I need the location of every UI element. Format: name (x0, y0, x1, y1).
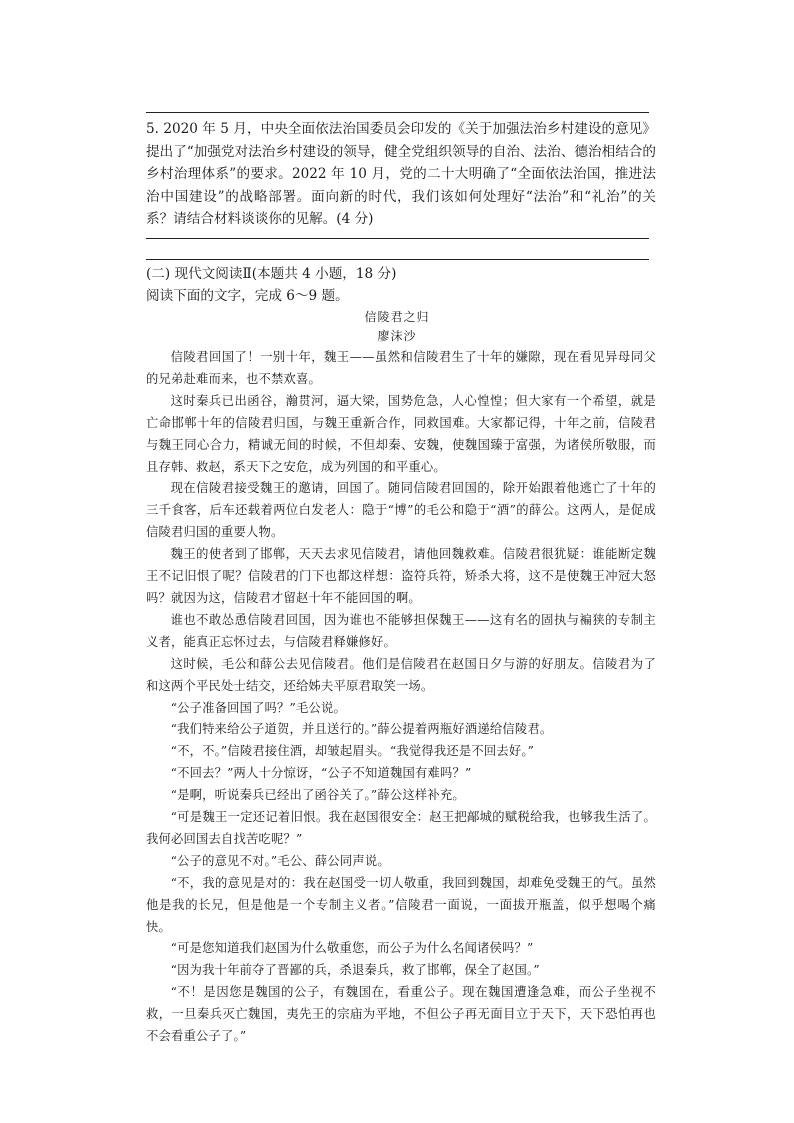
section-heading: (二) 现代文阅读Ⅱ(本题共 4 小题，18 分) (146, 266, 397, 282)
story-paragraph: “不，我的意见是对的：我在赵国受一切人敬重，我回到魏国，却难免受魏王的气。虽然他是我的长兄，但是他是一个专制主义者。”信陵君一面说，一面拔开瓶盖，似乎想喝个痛快。 (146, 875, 656, 934)
story-title: 信陵君之归 (364, 310, 430, 324)
story-paragraph: “不回去？”两人十分惊讶，“公子不知道魏国有难吗？” (170, 766, 472, 781)
story-paragraph: “可是魏王一定还记着旧恨。我在赵国很安全：赵王把鄗城的赋税给我，也够我生活了。我何必回国去自找苦吃呢？” (146, 810, 656, 846)
story-paragraph: 魏王的使者到了邯郸，天天去求见信陵君，请他回魏救难。信陵君很犹疑：谁能断定魏王不记旧恨了呢？信陵君的门下也都这样想：盗符兵符，矫杀大将，这不是使魏王冲冠大怒吗？就因为这，信陵君才留赵十年不能回国的啊。 (146, 547, 656, 605)
answer-line-top (146, 112, 649, 113)
question-5: 5. 2020 年 5 月，中央全面依法治国委员会印发的《关于加强法治乡村建设的意见》提出了“加强党对法治乡村建设的领导，健全党组织领导的自治、法治、德治相结合的乡村治理体系”的要求。2022 年 10 月，党的二十大明确了“全面依法治国，推进法治中国建设”的战略部署。面向新的时代，我们该如何处理好“法治”和“礼治”的关系？请结合材料谈谈你的见解。(4 分) (146, 121, 656, 227)
story-paragraph: “我们特来给公子道贺，并且送行的。”薛公提着两瓶好酒递给信陵君。 (170, 722, 553, 737)
story-paragraph: “公子的意见不对。”毛公、薛公同声说。 (170, 853, 390, 868)
reading-instruction: 阅读下面的文字，完成 6～9 题。 (146, 288, 349, 304)
story-body (146, 347, 656, 1048)
story-paragraph: “不！是因您是魏国的公子，有魏国在，看重公子。现在魏国遭逢急难，而公子坐视不救，一旦秦兵灭亡魏国，夷先王的宗庙为平地，不但公子再无面目立于天下，天下恐怕再也不会看重公子了。” (146, 985, 656, 1044)
story-paragraph: “因为我十年前夺了晋鄙的兵，杀退秦兵，救了邯郸，保全了赵国。” (170, 963, 540, 978)
story-paragraph: 这时候，毛公和薛公去见信陵君。他们是信陵君在赵国日夕与游的好朋友。信陵君为了和这两个平民处士结交，还给姊夫平原君取笑一场。 (146, 656, 656, 693)
answer-line-2 (146, 259, 649, 260)
story-paragraph: “不，不。”信陵君接住酒，却皱起眉头。“我觉得我还是不回去好。” (170, 744, 535, 759)
story-author: 廖沫沙 (377, 329, 417, 343)
story-paragraph: 谁也不敢怂恿信陵君回国，因为谁也不能够担保魏王——这有名的固执与褊狭的专制主义者，能真正忘怀过去，与信陵君释嫌修好。 (146, 612, 656, 649)
story-paragraph: “是啊，听说秦兵已经出了函谷关了。”薛公这样补充。 (170, 788, 465, 803)
story-paragraph: 这时秦兵已出函谷，瀚贯河，逼大梁，国势危急，人心惶惶；但大家有一个希望，就是亡命邯郸十年的信陵君归国，与魏王重新合作，同救国难。大家都记得，十年之前，信陵君与魏王同心合力，精诚无间的时候，不但却秦、安魏，使魏国臻于富强，为诸侯所敬服，而且存韩、救赵，系天下之安危，成为列国的和平重心。 (146, 393, 656, 474)
story-paragraph: “公子准备回国了吗？”毛公说。 (170, 700, 347, 715)
answer-line-1 (146, 238, 649, 239)
story-paragraph: “可是您知道我们赵国为什么敬重您，而公子为什么名闻诸侯吗？” (170, 941, 534, 956)
story-paragraph: 信陵君回国了！一别十年，魏王——虽然和信陵君生了十年的嫌隙，现在看见异母同父的兄弟赴难而来，也不禁欢喜。 (146, 350, 656, 386)
story-paragraph: 现在信陵君接受魏王的邀请，回国了。随同信陵君回国的，除开始跟着他逃亡了十年的三千食客，后车还载着两位白发老人：隐于“博”的毛公和隐于“酒”的薛公。这两人，是促成信陵君归国的重要人物。 (146, 481, 656, 540)
